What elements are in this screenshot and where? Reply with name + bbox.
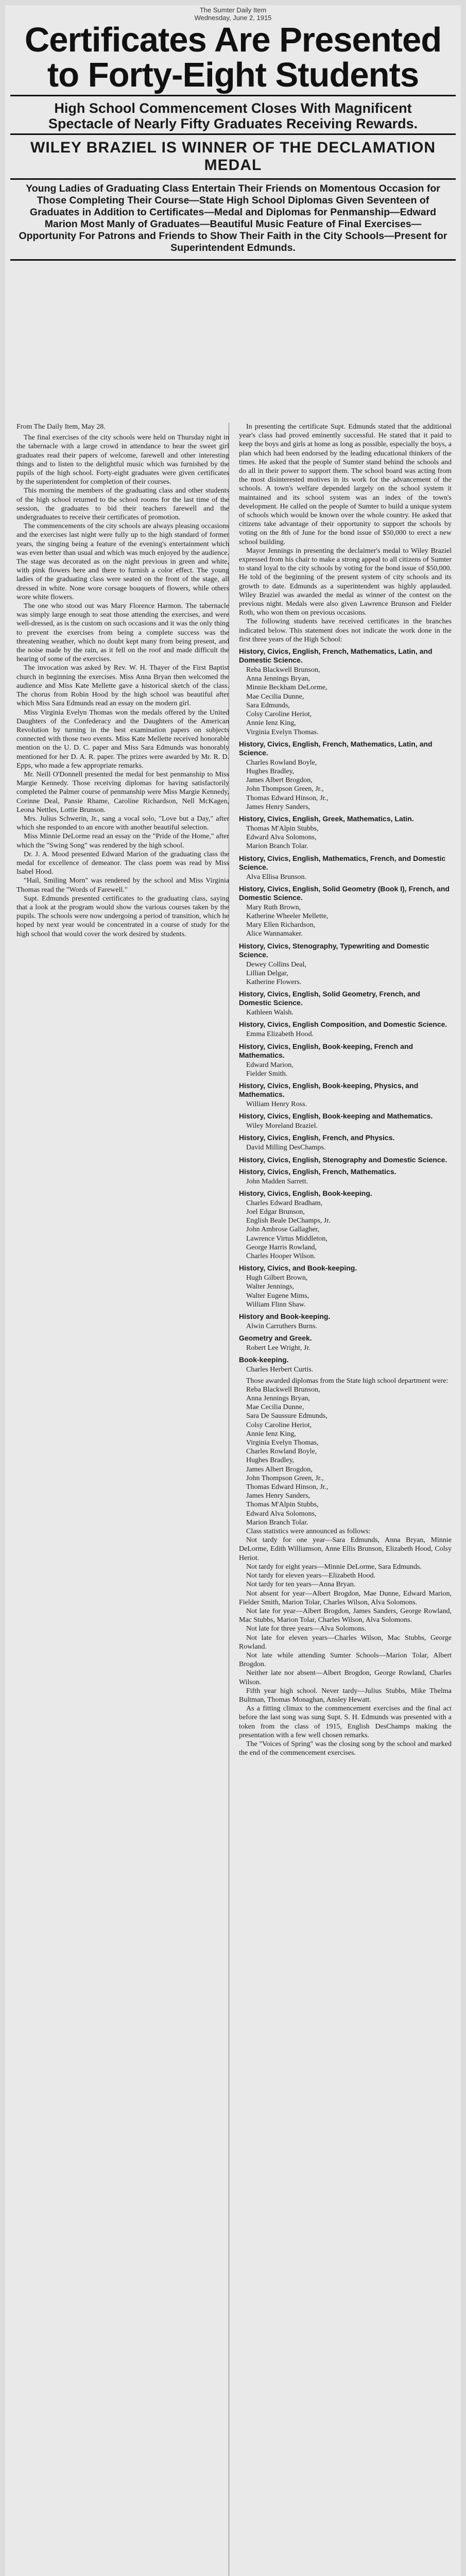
course-group: [239, 1081, 452, 1109]
course-title: History, Civics, English, Mathematics, French, and Domestic Science.: [239, 854, 446, 871]
left-column: [16, 422, 229, 1757]
student-list: [239, 1061, 452, 1078]
student-name: Joel Edgar Brunson,: [246, 1208, 305, 1216]
student-name: Thomas Edward Hinson, Jr.,: [246, 1483, 329, 1492]
course-title: History and Book-keeping.: [239, 1312, 331, 1321]
student-name: Anna Jennings Bryan,: [246, 1395, 310, 1403]
deck-rule-3: [10, 259, 456, 261]
article-paragraph: Supt. Edmunds presented certificates to the graduating class, saying that a look at the program would show the various courses taken by the pupils. The schools were now undergoing a period of transition, which he hoped by next year would be concentrated in a course of study for the high school that would cover the work desired by students.: [16, 894, 229, 938]
newspaper-page: [5, 5, 461, 2576]
article-body: [16, 422, 452, 1757]
article-paragraph: Not late for eleven years—Charles Wilson, Mac Stubbs, George Rowland.: [239, 1634, 452, 1651]
dateline: From The Daily Item, May 28.: [16, 423, 106, 431]
article-paragraph: Not late while attending Sumter Schools—Marion Tolar, Albert Brogdon.: [239, 1651, 452, 1669]
student-name: John Thompson Green, Jr.,: [246, 785, 324, 793]
student-name: William Flinn Shaw.: [246, 1300, 306, 1309]
student-name: Charles Edward Bradham,: [246, 1199, 323, 1207]
headline: [5, 23, 461, 93]
student-name: James Albert Brogdon,: [246, 1465, 313, 1473]
article-paragraph: Neither late nor absent—Albert Brogdon, George Rowland, Charles Wilson.: [239, 1669, 452, 1686]
student-list: [239, 1365, 452, 1374]
article-paragraph: Class statistics were announced as follows:: [246, 1528, 371, 1536]
student-name: Charles Herbert Curtis.: [246, 1366, 314, 1374]
article-paragraph: In presenting the certificate Supt. Edmunds stated that the additional year's class had proved eminently successful. He stated that it paid to keep the boys and girls at home as long as possible, especially the boys, a plan which had been endorsed by the leading educational thinkers of the times. He asked that the people of Sumter stand behind the schools and do all in their power to support them. The school board was acting from the most disinterested motives in its work for the advancement of the schools. A town's welfare depended largely on the school system it maintained and its school system was an index of the town's development. He called on the people of Sumter to build a unique system of schools which would be known over the whole country. He asked that citizens take advantage of their opportunity to support the schools by voting on the 8th of June for the bond issue of $50,000 to erect a new school building.: [239, 423, 452, 546]
student-name: Anna Jennings Bryan,: [246, 675, 310, 683]
article-paragraph: Mayor Jennings in presenting the declaimer's medal to Wiley Braziel expressed from his chair to make a strong appeal to all citizens of Sumter to stand loyal to the city schools by voting for the bond issue of $50,000. He told of the beginning of the present system of city schools and its growth to date. Edmunds as a superintendent was highly applauded. Wiley Braziel was awarded the medal as winner of the contest on the previous night. Medals were also given Lawrence Brunson and Fielder Roth, who won them on previous occasions.: [239, 547, 452, 617]
student-name: John Madden Sarrett.: [246, 1177, 308, 1185]
student-name: Emma Elizabeth Hood.: [246, 1030, 314, 1039]
student-name: Thomas M'Alpin Stubbs,: [246, 1501, 319, 1509]
student-name: Kathleen Walsh.: [246, 1009, 294, 1017]
student-name: Charles Rowland Boyle,: [246, 1448, 317, 1456]
student-name: Annie Ienz King,: [246, 1430, 296, 1438]
state-diploma-list: [239, 1385, 452, 1527]
article-paragraph: The commencements of the city schools are always pleasing occasions and the exercises last night were fully up to the high standard of former years, the singing being a feature of the evening's entertainment which was even better than usual and which was much enjoyed by the audience. The stage was decorated as on the night previous in green and white, with pink flowers here and there to furnish a color effect. The young ladies of the graduating class were seated on the front of the stage, all dressed in white. None wore corsage bouquets of flowers, while others wore white flowers.: [16, 522, 229, 601]
student-name: Mae Cecilia Dunne,: [246, 1403, 304, 1412]
student-name: Walter Eugene Mims,: [246, 1292, 309, 1300]
student-name: Reba Blackwell Brunson,: [246, 1385, 320, 1394]
student-name: William Henry Ross.: [246, 1100, 307, 1108]
student-list: [239, 1274, 452, 1309]
student-name: Lawrence Virtus Middleton,: [246, 1234, 327, 1243]
article-paragraph: Miss Virginia Evelyn Thomas won the medals offered by the United Daughters of the Confederacy and the Daughters of the American Revolution by turning in the best examination papers on subjects connected with those two events. Miss Kate Mellette received honorable mention on the U. D. C. paper and Miss Sara Edmunds was honorably mentioned for her D. A. R. paper. The prizes were awarded by Mr. R. D. Epps, who made a few appropriate remarks.: [16, 708, 229, 770]
course-group: [239, 740, 452, 811]
student-name: Edward Alva Solomons,: [246, 1510, 317, 1518]
student-name: Robert Lee Wright, Jr.: [246, 1344, 310, 1352]
course-group: [239, 1189, 452, 1261]
student-name: Sara Edmunds,: [246, 701, 290, 709]
headline-rule: [10, 95, 456, 96]
student-list: [239, 873, 452, 882]
student-list: [239, 1100, 452, 1109]
student-name: Wiley Moreland Braziel.: [246, 1122, 318, 1130]
article-paragraph: The following students have received certificates in the branches indicated below. This statement does not indicate the work done in the first three years of the High School:: [239, 618, 452, 643]
course-title: History, Civics, Stenography, Typewriting and Domestic Science.: [239, 941, 429, 959]
article-paragraph: Not tardy for eleven years—Elizabeth Hood.: [246, 1572, 376, 1580]
student-name: Mary Ruth Brown,: [246, 903, 301, 911]
student-name: Alwin Carruthers Burns.: [246, 1323, 318, 1331]
student-list: [239, 1177, 452, 1186]
right-column: [239, 422, 452, 1757]
student-name: Alva Ellisa Brunson.: [246, 873, 307, 881]
course-title: History, Civics, English Composition, and Domestic Science.: [239, 1020, 447, 1029]
course-group: [239, 1042, 452, 1078]
student-name: Mary Ellen Richardson,: [246, 921, 316, 929]
deck-rule-2: [10, 178, 456, 180]
masthead: [5, 5, 461, 22]
course-group: [239, 1112, 452, 1130]
course-group: [239, 854, 452, 882]
student-name: John Ambrose Gallagher,: [246, 1226, 320, 1234]
article-paragraph: Those awarded diplomas from the State high school department were:: [246, 1377, 448, 1385]
student-name: Sara De Saussure Edmunds,: [246, 1412, 327, 1420]
article-paragraph: As a fitting climax to the commencement exercises and the final act before the last song was sung Supt. S. H. Edmunds was presented with a token from the class of 1915, English DesChamps making the presentation with a few well chosen remarks.: [239, 1705, 452, 1739]
course-title: History, Civics, English, Greek, Mathematics, Latin.: [239, 814, 414, 823]
course-title: History, Civics, English, French, Mathematics, Latin, and Domestic Science.: [239, 647, 433, 665]
article-paragraph: This morning the members of the graduating class and other students of the high school returned to the school rooms for the last time of the session, the graduates to bid their teachers farewell and the undergraduates to receive their certificates of promotion.: [16, 487, 229, 522]
student-list: [239, 666, 452, 737]
course-title: History, Civics, English, Book-keeping, French and Mathematics.: [239, 1042, 413, 1059]
deck-summary: Young Ladies of Graduating Class Entertain Their Friends on Momentous Occasion for Those Completing Their Course—State High School Diplomas Given Seventeen of Graduates in Addition to Certificates—Medal and Diplomas for Penmanship—Edward Marion Most Manly of Graduates—Beautiful Music Feature of Final Exercises—Opportunity For Patrons and Friends to Show Their Faith in the City Schools—Present for Superintendent Edmunds.: [19, 183, 447, 253]
student-name: Katherine Wheeler Mellette,: [246, 912, 329, 920]
student-list: [239, 1122, 452, 1130]
student-name: Charles Rowland Boyle,: [246, 758, 317, 767]
article-paragraph: Fifth year high school. Never tardy—Julius Stubbs, Mike Thelma Bultman, Thomas Monaghan, Ansley Hewatt.: [239, 1687, 452, 1704]
student-list: [239, 1344, 452, 1352]
deck-rule: [10, 133, 456, 135]
article-paragraph: The final exercises of the city schools were held on Thursday night in the tabernacle with a large crowd in attendance to hear the sweet girl graduates read their papers of welcome, farewell and other interesting things and to listen to the delightful music which was furnished by the pupils of the high school. Forty-eight graduates were given certificates by the superintendent for completion of their courses.: [16, 434, 229, 486]
article-paragraph: Not late for year—Albert Brogdon, James Sanders, George Rowland, Mac Stubbs, Marion Tolar, Charles Wilson, Alva Solomons.: [239, 1607, 452, 1624]
article-paragraph: Not tardy for ten years—Anna Bryan.: [246, 1581, 356, 1589]
student-name: Hugh Gilbert Brown,: [246, 1274, 308, 1282]
deck-banner: WILEY BRAZIEL IS WINNER OF THE DECLAMATION MEDAL: [30, 139, 436, 174]
student-list: [239, 824, 452, 851]
article-paragraph: "Hail, Smiling Morn" was rendered by the school and Miss Virginia Thomas read the "Words of Farewell.": [16, 877, 229, 894]
course-title: History, Civics, English, Solid Geometry, French, and Domestic Science.: [239, 990, 420, 1007]
course-title: Geometry and Greek.: [239, 1334, 312, 1343]
student-name: James Henry Sanders,: [246, 1492, 310, 1500]
course-title: History, Civics, English, Book-keeping.: [239, 1189, 372, 1197]
course-group: [239, 1167, 452, 1186]
course-title: History, Civics, English, French, and Physics.: [239, 1133, 395, 1142]
student-name: John Thompson Green, Jr.,: [246, 1474, 324, 1482]
student-list: [239, 758, 452, 811]
course-group: [239, 1355, 452, 1374]
course-group: [239, 990, 452, 1017]
student-list: [239, 1322, 452, 1331]
student-name: Minnie Beckham DeLorme,: [246, 684, 327, 692]
student-name: James Henry Sanders,: [246, 803, 310, 811]
student-name: Marion Branch Tolar.: [246, 1518, 308, 1527]
course-title: Book-keeping.: [239, 1355, 289, 1364]
student-name: Marion Branch Tolar.: [246, 842, 308, 851]
student-name: Alice Wannamaker.: [246, 930, 303, 938]
course-group: [239, 1133, 452, 1152]
student-list: [239, 960, 452, 987]
article-paragraph: Mr. Neill O'Donnell presented the medal for best penmanship to Miss Margie Kennedy. Those receiving diplomas for having satisfactorily completed the Palmer course of penmanship were Miss Margie Kennedy, Corinne Deal, Pansie Rhame, Caroline Richardson, Nell McKagen, Leona Nettles, Lottie Brunson.: [16, 770, 229, 814]
student-name: David Milling DesChamps.: [246, 1144, 326, 1152]
student-name: Mae Cecilia Dunne,: [246, 692, 304, 701]
course-group: [239, 942, 452, 987]
student-name: Walter Jennings,: [246, 1283, 294, 1291]
issue-date: Wednesday, June 2, 1915: [194, 14, 272, 22]
article-paragraph: The one who stood out was Mary Florence Harmon. The tabernacle was simply large enough to seat those attending the exercises, and were well-dressed, as is the custom on such occasions and it was the only thing to prevent the exercises from being a complete success was the threatening weather, which no doubt kept many from being present, and the noise made by the rain, as it fell on the roof and made difficult the hearing of some of the exercises.: [16, 602, 229, 664]
article-paragraph: Not tardy for eight years—Minnie DeLorme, Sara Edmunds.: [246, 1563, 422, 1571]
student-name: Hughes Bradley,: [246, 767, 295, 775]
student-list: [239, 1143, 452, 1152]
student-name: Colsy Caroline Heriot,: [246, 710, 312, 719]
student-name: Colsy Caroline Heriot,: [246, 1421, 312, 1429]
course-group: [239, 815, 452, 851]
course-group: [239, 1264, 452, 1309]
student-name: Dewey Collins Deal,: [246, 960, 307, 969]
course-title: History, Civics, English, Stenography and Domestic Science.: [239, 1155, 447, 1164]
article-paragraph: Dr. J. A. Mood presented Edward Marion of the graduating class the medal for excellence of demeanor. The class poem was read by Miss Isabel Hood.: [16, 850, 229, 876]
course-title: History, Civics, English, Solid Geometry (Book I), French, and Domestic Science.: [239, 884, 450, 902]
student-name: George Harris Rowland,: [246, 1243, 317, 1251]
course-group: [239, 885, 452, 939]
student-list: [239, 903, 452, 939]
article-paragraph: The invocation was asked by Rev. W. H. Thayer of the First Baptist church in beginning the exercises. Miss Anna Bryan then welcomed the audience and Miss Kate Mellette gave a historical sketch of the class. The chorus from Robin Hood by the high school was beautiful after which Miss Sara Edmunds read an essay on the modern girl.: [16, 664, 229, 708]
student-name: Edward Marion,: [246, 1061, 294, 1069]
student-name: Katherine Flowers.: [246, 978, 302, 986]
course-title: History, Civics, and Book-keeping.: [239, 1264, 357, 1273]
course-title: History, Civics, English, French, Mathematics.: [239, 1167, 396, 1176]
course-title: History, Civics, English, Book-keeping and Mathematics.: [239, 1112, 433, 1121]
course-group: [239, 1312, 452, 1331]
course-group: [239, 647, 452, 737]
article-paragraph: Not absent for year—Albert Brogdon, Mae Dunne, Edward Marion, Fielder Smith, Marion Tolar, Charles Wilson, Alva Solomons.: [239, 1589, 452, 1606]
student-name: James Albert Brogdon,: [246, 776, 313, 785]
student-name: Thomas M'Alpin Stubbs,: [246, 824, 319, 833]
headline-line-2: to Forty-Eight Students: [47, 56, 419, 94]
course-group: [239, 1020, 452, 1039]
student-name: Edward Alva Solomons,: [246, 834, 317, 842]
article-paragraph: Mrs. Julius Schwerin, Jr., sang a vocal solo, "Love but a Day," after which she responded to an encore with another beautiful selection.: [16, 815, 229, 832]
student-name: Hughes Bradley,: [246, 1456, 295, 1465]
article-paragraph: The "Voices of Spring" was the closing song by the school and marked the end of the commencement exercises.: [239, 1740, 452, 1757]
student-name: Reba Blackwell Brunson,: [246, 666, 320, 674]
student-name: English Beale DeChamps, Jr.: [246, 1217, 331, 1225]
headline-line-1: Certificates Are Presented: [24, 21, 442, 59]
course-group: [239, 1156, 452, 1164]
student-name: Thomas Edward Hinson, Jr.,: [246, 794, 329, 802]
student-name: Annie Ienz King,: [246, 719, 296, 727]
article-paragraph: Not late for three years—Alva Solomons.: [246, 1625, 367, 1633]
article-paragraph: Not tardy for one year—Sara Edmunds, Anna Bryan, Minnie DeLorme, Edith Williamson, Anne Ellis Brunson, Elizabeth Hood, Colsy Heriot.: [239, 1536, 452, 1562]
student-name: Lillian Delgar,: [246, 969, 288, 977]
course-group: [239, 1334, 452, 1352]
course-title: History, Civics, English, Book-keeping, Physics, and Mathematics.: [239, 1081, 419, 1098]
student-name: Fielder Smith.: [246, 1070, 288, 1078]
course-title: History, Civics, English, French, Mathematics, Latin, and Science.: [239, 739, 433, 757]
student-name: Charles Hooper Wilson.: [246, 1252, 316, 1260]
student-name: Virginia Evelyn Thomas,: [246, 1439, 319, 1447]
student-list: [239, 1008, 452, 1017]
paper-name: The Sumter Daily Item: [199, 6, 267, 14]
student-list: [239, 1199, 452, 1261]
article-paragraph: Miss Minnie DeLorme read an essay on the "Pride of the Home," after which the "Swing Song" was rendered by the high school.: [16, 833, 229, 850]
student-name: Virginia Evelyn Thomas.: [246, 728, 319, 736]
student-list: [239, 1030, 452, 1039]
deck-subhead: High School Commencement Closes With Magnificent Spectacle of Nearly Fifty Graduates Receiving Rewards.: [48, 100, 418, 131]
